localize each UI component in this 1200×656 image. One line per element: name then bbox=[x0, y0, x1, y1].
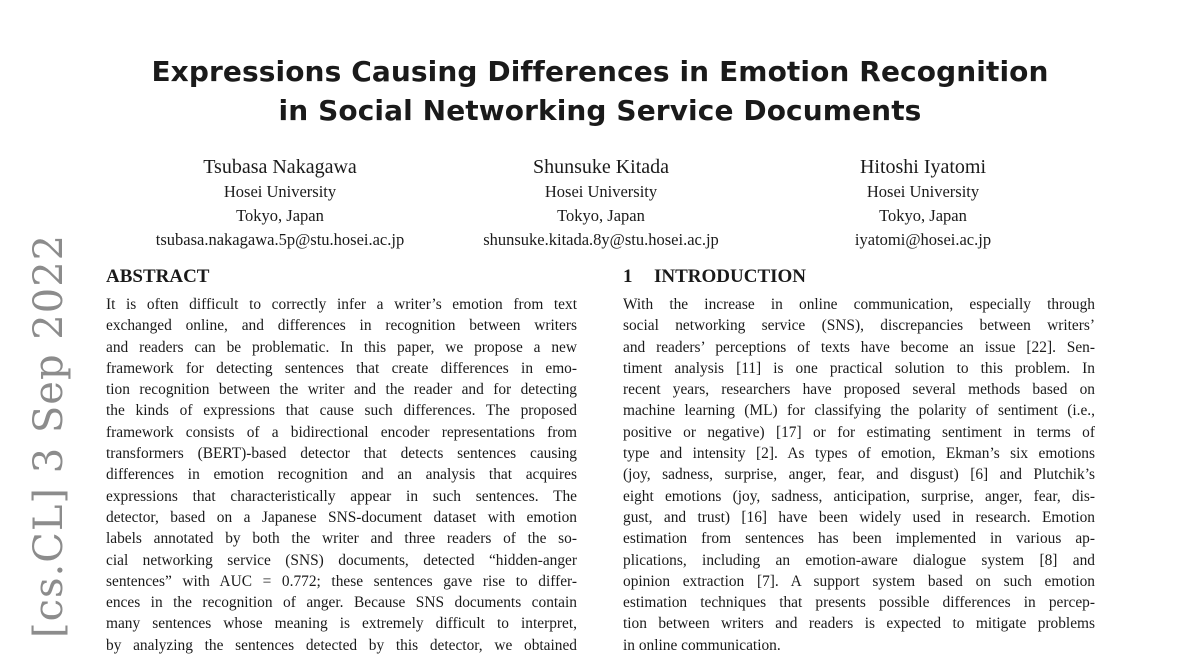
abstract-line: the kinds of expressions that cause such differences. The proposed bbox=[106, 402, 577, 420]
paper-title-line-2: in Social Networking Service Documents bbox=[278, 94, 922, 127]
abstract-heading: ABSTRACT bbox=[106, 266, 210, 287]
introduction-body bbox=[623, 294, 1095, 656]
arxiv-stamp: [cs.CL] 3 Sep 2022 bbox=[26, 233, 72, 638]
author-name: Hitoshi Iyatomi bbox=[859, 156, 987, 178]
section-title: INTRODUCTION bbox=[654, 266, 807, 287]
author-block-3 bbox=[855, 154, 991, 252]
abstract-line: detector, based on a Japanese SNS-document dataset with emotion bbox=[106, 508, 577, 526]
abstract-line: expressions that characteristically appear in such sentences. The bbox=[106, 487, 577, 505]
introduction-line: With the increase in online communication, especially through bbox=[623, 296, 1095, 313]
abstract-line: ences in the recognition of anger. Because SNS documents contain bbox=[106, 594, 577, 612]
author-email: tsubasa.nakagawa.5p@stu.hosei.ac.jp bbox=[155, 230, 405, 249]
author-affiliation: Hosei University bbox=[866, 182, 980, 201]
introduction-line: timent analysis [11] is one practical solution to this problem. In bbox=[623, 359, 1095, 377]
introduction-line: tion between writers and readers is expected to mitigate problems bbox=[623, 615, 1095, 633]
author-block-2 bbox=[483, 154, 719, 252]
abstract-line: differences in emotion recognition and an analysis that acquires bbox=[106, 466, 577, 484]
author-location: Tokyo, Japan bbox=[557, 206, 645, 225]
introduction-line: opinion extraction [7]. A support system based on such emotion bbox=[623, 572, 1095, 590]
introduction-line: gust, and trust) [16] have been widely used in research. Emotion bbox=[623, 508, 1095, 526]
abstract-line: cial networking service (SNS) documents, detected “hidden-anger bbox=[106, 551, 577, 569]
abstract-line: tion recognition between the writer and the reader and for detecting bbox=[106, 381, 577, 399]
introduction-line: (joy, sadness, surprise, anger, fear, and disgust) [6] and Plutchik’s bbox=[623, 466, 1095, 484]
introduction-line: machine learning (ML) for classifying the polarity of sentiment (i.e., bbox=[623, 402, 1095, 420]
paper-title bbox=[0, 52, 1200, 130]
author-affiliation: Hosei University bbox=[223, 182, 337, 201]
introduction-line: positive or negative) [17] or for estimating sentiment in terms of bbox=[623, 423, 1095, 441]
abstract-line: sentences” with AUC = 0.772; these sentences gave rise to differ- bbox=[106, 572, 577, 590]
abstract-body bbox=[106, 294, 577, 656]
introduction-line: recent years, researchers have proposed several methods based on bbox=[623, 381, 1095, 399]
author-affiliation: Hosei University bbox=[544, 182, 658, 201]
introduction-line: type and intensity [2]. As types of emotion, Ekman’s six emotions bbox=[623, 445, 1095, 463]
introduction-line: estimation techniques that presents possible differences in percep- bbox=[623, 594, 1095, 612]
section-number: 1 bbox=[623, 266, 633, 287]
author-email: shunsuke.kitada.8y@stu.hosei.ac.jp bbox=[483, 230, 719, 249]
abstract-line: many sentences whose meaning is extremely difficult to interpret, bbox=[106, 615, 577, 633]
author-location: Tokyo, Japan bbox=[879, 206, 967, 225]
abstract-line: transformers (BERT)-based detector that detects sentences causing bbox=[106, 445, 577, 463]
abstract-line: exchanged online, and differences in recognition between writers bbox=[106, 317, 577, 335]
paper-title-line-1: Expressions Causing Differences in Emotion Recognition bbox=[151, 55, 1049, 88]
introduction-line: plications, including an emotion-aware dialogue system [8] and bbox=[623, 551, 1095, 569]
introduction-line: social networking service (SNS), discrepancies between writers’ bbox=[623, 317, 1095, 335]
author-name: Tsubasa Nakagawa bbox=[203, 156, 357, 178]
introduction-line: eight emotions (joy, sadness, anticipation, surprise, anger, fear, dis- bbox=[623, 487, 1095, 505]
abstract-line: framework consists of a bidirectional encoder representations from bbox=[106, 423, 577, 441]
author-name: Shunsuke Kitada bbox=[532, 156, 670, 178]
introduction-line: estimation from sentences has been implemented in various ap- bbox=[623, 530, 1095, 548]
introduction-heading bbox=[623, 265, 806, 289]
abstract-line: and readers can be problematic. In this paper, we propose a new bbox=[106, 338, 577, 356]
introduction-line: and readers’ perceptions of texts have become an issue [22]. Sen- bbox=[623, 338, 1095, 356]
abstract-line: by analyzing the sentences detected by this detector, we obtained bbox=[106, 636, 577, 654]
abstract-line: framework for detecting sentences that create differences in emo- bbox=[106, 359, 577, 377]
author-location: Tokyo, Japan bbox=[236, 206, 324, 225]
author-block-1 bbox=[156, 154, 404, 252]
abstract-line: It is often difficult to correctly infer a writer’s emotion from text bbox=[106, 296, 577, 313]
abstract-line: labels annotated by both the writer and three readers of the so- bbox=[106, 530, 577, 548]
author-email: iyatomi@hosei.ac.jp bbox=[854, 230, 992, 249]
introduction-line: in online communication. bbox=[623, 636, 781, 654]
